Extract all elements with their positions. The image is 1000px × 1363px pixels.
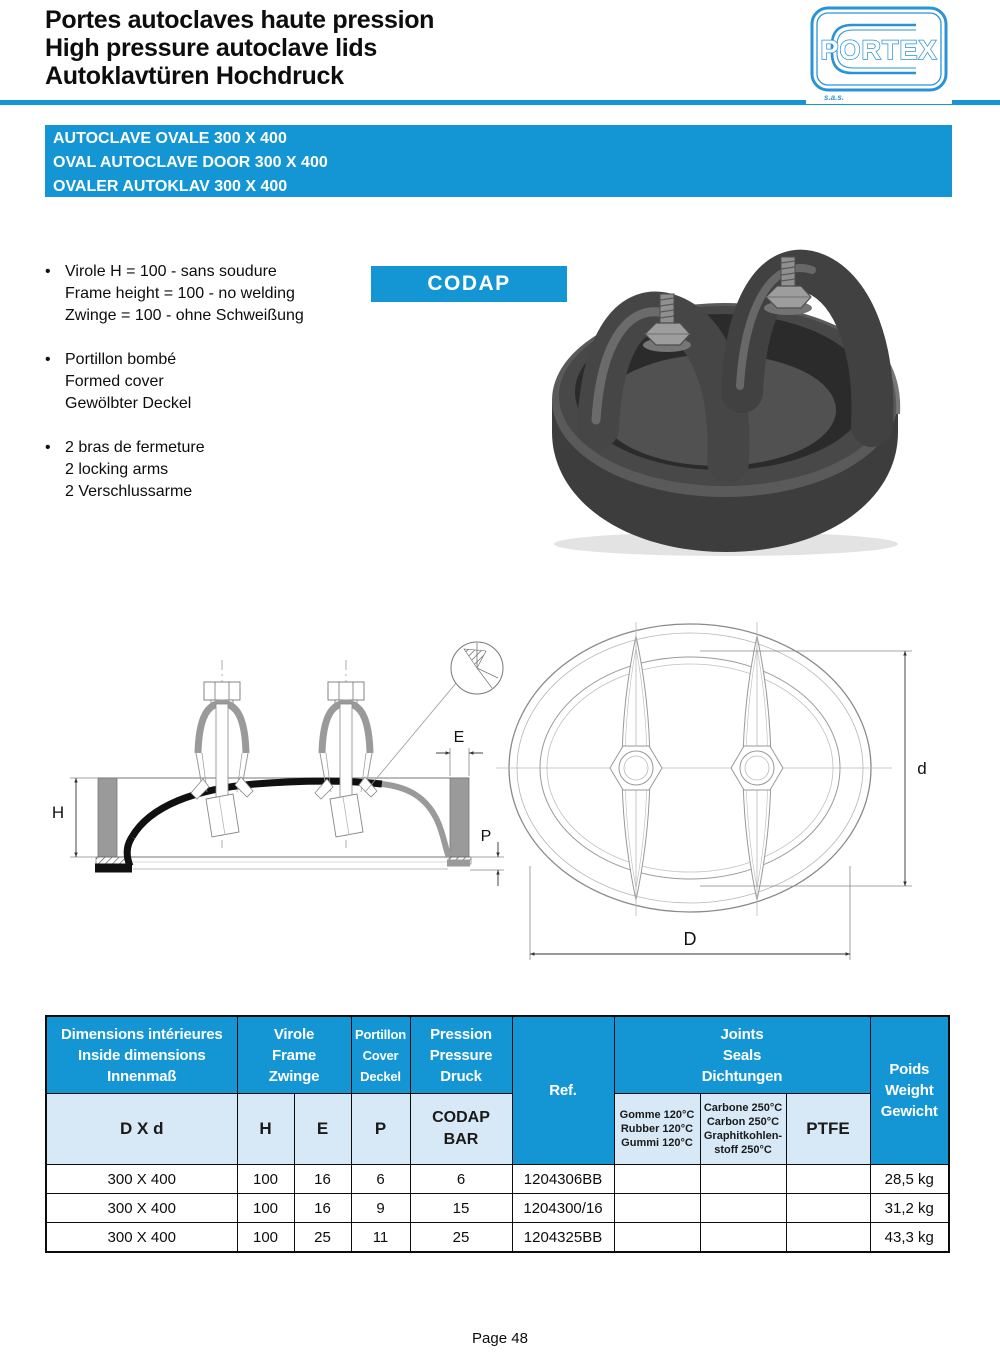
cell-ref: 1204325BB [512, 1223, 614, 1253]
dim-label-H: H [51, 803, 65, 822]
hex-nut [731, 746, 783, 790]
cell-gomme [614, 1223, 700, 1253]
cell-poids: 43,3 kg [870, 1223, 949, 1253]
table-row [46, 1223, 949, 1253]
dimension-P [470, 828, 504, 886]
col-header-virole: Virole Frame Zwinge [237, 1016, 351, 1094]
subheader-e: E [294, 1094, 351, 1165]
dim-label-P: P [480, 828, 492, 845]
cell-p: 6 [351, 1165, 410, 1194]
cell-poids: 31,2 kg [870, 1194, 949, 1223]
subheader-p: P [351, 1094, 410, 1165]
cell-ref: 1204300/16 [512, 1194, 614, 1223]
feature-item [45, 437, 375, 503]
cell-bar: 6 [410, 1165, 512, 1194]
subheader-codap-bar: CODAP BAR [410, 1094, 512, 1165]
cell-dxd: 300 X 400 [46, 1194, 237, 1223]
bullet-icon: • [45, 439, 51, 456]
page-number: Page 48 [472, 1330, 528, 1347]
technical-drawing [40, 618, 960, 1010]
dim-label-E: E [453, 729, 465, 746]
col-header-pression: Pression Pressure Druck [410, 1016, 512, 1094]
subheader-gomme: Gomme 120°C Rubber 120°C Gummi 120°C [614, 1094, 700, 1165]
spec-table-wrap [45, 1015, 950, 1253]
cell-gomme [614, 1194, 700, 1223]
col-header-ref: Ref. [512, 1016, 614, 1165]
codap-label: CODAP [371, 266, 567, 302]
cell-poids: 28,5 kg [870, 1165, 949, 1194]
cell-ref: 1204306BB [512, 1165, 614, 1194]
dimension-E [436, 729, 483, 776]
banner-line-de: OVALER AUTOKLAV 300 X 400 [53, 178, 288, 195]
logo-text: PORTEX [820, 35, 938, 65]
cell-ptfe [786, 1223, 870, 1253]
bolt-assembly [315, 660, 377, 848]
cell-h: 100 [237, 1194, 294, 1223]
bolt-assembly [191, 660, 253, 848]
title-line-de: Autoklavtüren Hochdruck [45, 62, 344, 90]
cell-dxd: 300 X 400 [46, 1165, 237, 1194]
subheader-dxd: D X d [46, 1094, 237, 1165]
feature-text: 2 bras de fermeture 2 locking arms 2 Verschlussarme [65, 439, 205, 500]
cell-gomme [614, 1165, 700, 1194]
bullet-icon: • [45, 263, 51, 280]
col-header-poids: Poids Weight Gewicht [870, 1016, 949, 1165]
cell-carbone [700, 1165, 786, 1194]
cell-h: 100 [237, 1165, 294, 1194]
spec-table [45, 1015, 950, 1253]
detail-circle [366, 642, 503, 791]
cell-carbone [700, 1194, 786, 1223]
banner-line-fr: AUTOCLAVE OVALE 300 X 400 [53, 130, 287, 147]
cell-bar: 25 [410, 1223, 512, 1253]
col-header-joints: Joints Seals Dichtungen [614, 1016, 870, 1094]
top-view [496, 622, 927, 960]
portex-logo [806, 2, 952, 104]
cross-section-view [52, 642, 504, 886]
bullet-icon: • [45, 351, 51, 368]
subheader-carbone: Carbone 250°C Carbon 250°C Graphitkohlen- stoff 250°C [700, 1094, 786, 1165]
col-header-portillon: Portillon Cover Deckel [351, 1016, 410, 1094]
cell-dxd: 300 X 400 [46, 1223, 237, 1253]
feature-text: Virole H = 100 - sans soudure Frame height = 100 - no welding Zwinge = 100 - ohne Schweißung [65, 263, 304, 324]
feature-item [45, 349, 375, 415]
feature-list [45, 261, 375, 525]
cell-carbone [700, 1223, 786, 1253]
cell-p: 11 [351, 1223, 410, 1253]
hex-nut [610, 746, 662, 790]
cell-h: 100 [237, 1223, 294, 1253]
cell-e: 16 [294, 1165, 351, 1194]
dimension-D [530, 866, 850, 960]
dimension-H [52, 778, 98, 857]
title-line-fr: Portes autoclaves haute pression [45, 6, 435, 34]
subheader-h: H [237, 1094, 294, 1165]
cell-p: 9 [351, 1194, 410, 1223]
cell-ptfe [786, 1194, 870, 1223]
cell-bar: 15 [410, 1194, 512, 1223]
cell-e: 16 [294, 1194, 351, 1223]
col-header-dimensions: Dimensions intérieures Inside dimensions Innenmaß [46, 1016, 237, 1094]
banner-line-en: OVAL AUTOCLAVE DOOR 300 X 400 [53, 154, 328, 171]
logo-suffix: s.a.s. [824, 93, 845, 102]
feature-text: Portillon bombé Formed cover Gewölbter Deckel [65, 351, 192, 412]
product-banner [45, 125, 952, 197]
feature-item [45, 261, 375, 327]
table-row [46, 1194, 949, 1223]
dim-label-D: D [683, 929, 697, 949]
product-photo [535, 248, 925, 564]
subheader-ptfe: PTFE [786, 1094, 870, 1165]
dim-label-d: d [917, 759, 927, 778]
portex-logo-icon [806, 2, 952, 104]
cell-ptfe [786, 1165, 870, 1194]
cell-e: 25 [294, 1223, 351, 1253]
title-line-en: High pressure autoclave lids [45, 34, 377, 62]
table-row [46, 1165, 949, 1194]
page-title [45, 6, 685, 90]
